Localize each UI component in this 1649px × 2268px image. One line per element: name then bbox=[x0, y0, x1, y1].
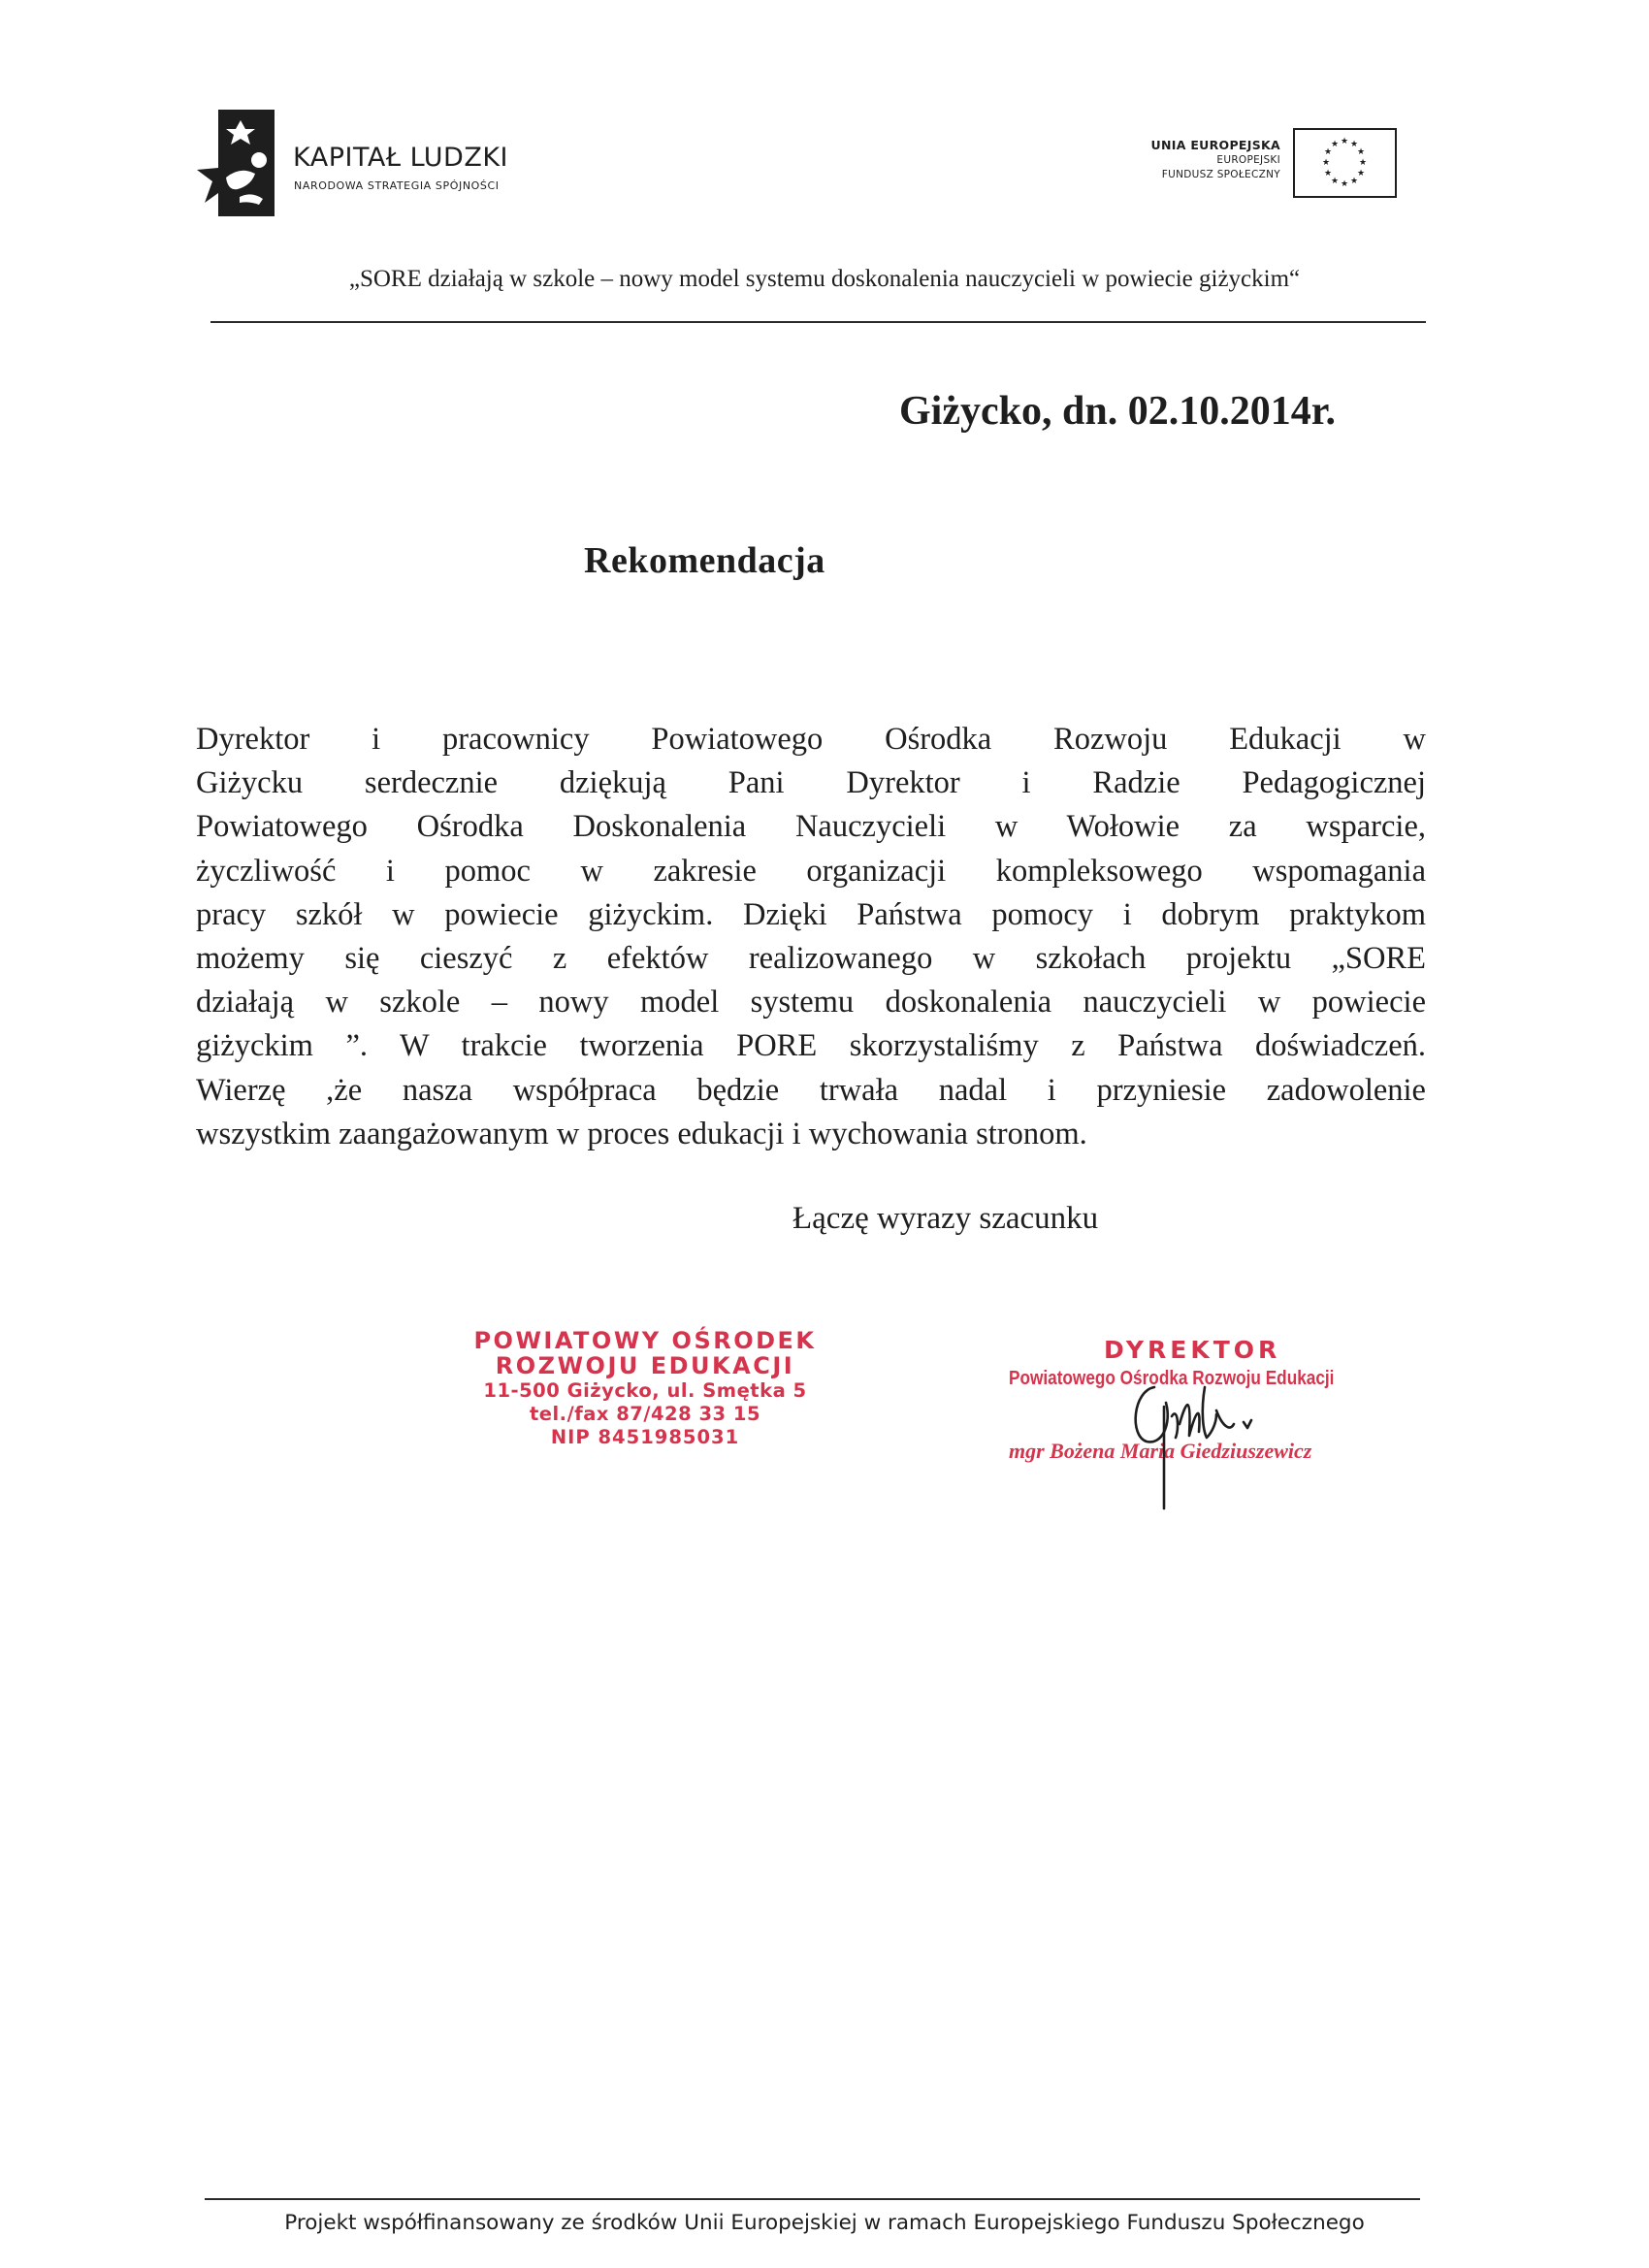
body-line: wszystkim zaangażowanym w proces edukacji i wychowania stronom. bbox=[196, 1116, 1087, 1151]
body-line: pracy szkół w powiecie giżyckim. Dzięki Państwa pomocy i dobrym praktykom bbox=[196, 896, 1426, 932]
institution-stamp-line1: POWIATOWY OŚRODEK bbox=[473, 1327, 817, 1354]
kapital-ludzki-subtitle: NARODOWA STRATEGIA SPÓJNOŚCI bbox=[294, 179, 500, 192]
body-line: Wierzę ,że nasza współpraca będzie trwała nadal i przyniesie zadowolenie bbox=[196, 1072, 1426, 1108]
eu-flag-icon bbox=[1293, 128, 1397, 198]
body-line: życzliwość i pomoc w zakresie organizacji kompleksowego wspomagania bbox=[196, 853, 1426, 889]
letter-body bbox=[196, 718, 1426, 1156]
svg-text:★: ★ bbox=[1323, 169, 1333, 178]
header-divider bbox=[210, 321, 1426, 323]
institution-stamp-address: 11-500 Giżycko, ul. Smętka 5 bbox=[483, 1379, 807, 1402]
eu-logo-text bbox=[1151, 137, 1280, 182]
svg-text:★: ★ bbox=[1356, 169, 1366, 178]
document-title: Rekomendacja bbox=[584, 540, 825, 581]
svg-text:★: ★ bbox=[1323, 147, 1333, 157]
kapital-ludzki-logo-icon bbox=[197, 110, 275, 216]
director-stamp-title: DYREKTOR bbox=[1104, 1336, 1281, 1364]
project-title: „SORE działają w szkole – nowy model systemu doskonalenia nauczycieli w powiecie giżyckim“ bbox=[348, 266, 1301, 292]
svg-text:★: ★ bbox=[1349, 140, 1359, 149]
svg-text:★: ★ bbox=[1330, 140, 1340, 149]
body-line: Dyrektor i pracownicy Powiatowego Ośrodka Rozwoju Edukacji w bbox=[196, 722, 1426, 757]
body-line: działają w szkole – nowy model systemu doskonalenia nauczycieli w powiecie bbox=[196, 985, 1426, 1021]
kapital-ludzki-title: KAPITAŁ LUDZKI bbox=[293, 143, 508, 173]
signature-icon bbox=[1116, 1368, 1280, 1513]
footer-divider bbox=[205, 2198, 1420, 2200]
body-line: Powiatowego Ośrodka Doskonalenia Nauczycieli w Wołowie za wsparcie, bbox=[196, 809, 1426, 845]
svg-text:★: ★ bbox=[1330, 177, 1340, 186]
eu-logo-line2: EUROPEJSKI bbox=[1216, 154, 1280, 166]
svg-text:★: ★ bbox=[1358, 158, 1368, 168]
director-stamp-organization: Powiatowego Ośrodka Rozwoju Edukacji bbox=[1009, 1368, 1335, 1389]
institution-stamp-phone: tel./fax 87/428 33 15 bbox=[529, 1403, 761, 1425]
institution-stamp-nip: NIP 8451985031 bbox=[550, 1426, 740, 1448]
institution-stamp-line2: ROZWOJU EDUKACJI bbox=[495, 1352, 795, 1379]
svg-text:★: ★ bbox=[1349, 177, 1359, 186]
eu-logo-line1: UNIA EUROPEJSKA bbox=[1150, 138, 1280, 152]
body-line: możemy się cieszyć z efektów realizowanego w szkołach projektu „SORE bbox=[196, 941, 1426, 977]
body-line: Giżycku serdecznie dziękują Pani Dyrektor i Radzie Pedagogicznej bbox=[196, 765, 1426, 801]
svg-text:★: ★ bbox=[1340, 137, 1349, 146]
svg-text:★: ★ bbox=[1321, 158, 1331, 168]
place-date: Giżycko, dn. 02.10.2014r. bbox=[899, 389, 1336, 434]
svg-text:★: ★ bbox=[1340, 179, 1349, 189]
eu-logo-line3: FUNDUSZ SPOŁECZNY bbox=[1161, 169, 1280, 180]
closing-phrase: Łączę wyrazy szacunku bbox=[792, 1201, 1099, 1236]
eu-flag-stars-icon bbox=[1295, 130, 1395, 196]
footer-text: Projekt współfinansowany ze środków Unii Europejskiej w ramach Europejskiego Funduszu Społecznego bbox=[284, 2211, 1365, 2235]
body-line: giżyckim ”. W trakcie tworzenia PORE skorzystaliśmy z Państwa doświadczeń. bbox=[196, 1028, 1426, 1064]
institution-stamp bbox=[456, 1328, 834, 1449]
svg-text:★: ★ bbox=[1356, 147, 1366, 157]
director-stamp-name: mgr Bożena Maria Giedziuszewicz bbox=[1009, 1439, 1312, 1463]
